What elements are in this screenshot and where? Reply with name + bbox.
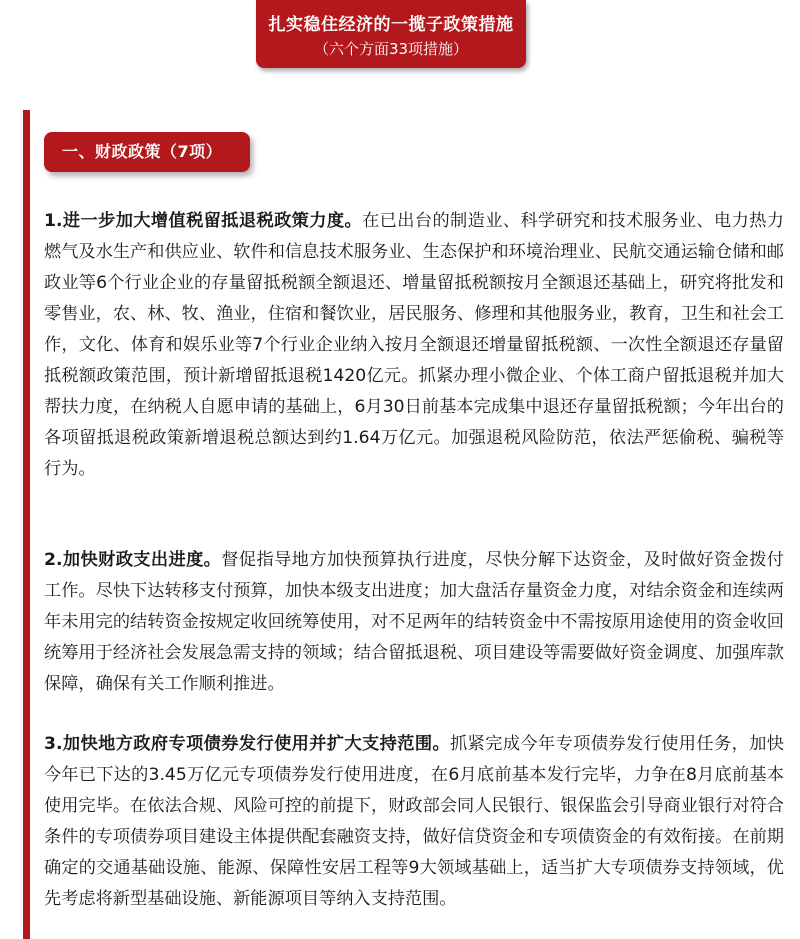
left-accent-bar xyxy=(23,110,30,939)
header-banner xyxy=(256,0,526,68)
policy-item xyxy=(44,729,784,915)
policy-item-title: 2.加快财政支出进度。 xyxy=(44,550,222,570)
policy-item-title: 3.加快地方政府专项债券发行使用并扩大支持范围。 xyxy=(44,734,451,754)
policy-item-body: 督促指导地方加快预算执行进度，尽快分解下达资金，及时做好资金拨付工作。尽快下达转移支付预算，加快本级支出进度；加大盘活存量资金力度，对结余资金和连续两年未用完的结转资金按规定收回统筹使用，对不足两年的结转资金中不需按原用途使用的资金收回统筹用于经济社会发展急需支持的领域；结合留抵退税、项目建设等需要做好资金调度、加强库款保障，确保有关工作顺利推进。 xyxy=(44,550,784,694)
policy-item xyxy=(44,545,784,700)
section-heading: 一、财政政策（7项） xyxy=(44,132,250,172)
page-title: 扎实稳住经济的一揽子政策措施 xyxy=(268,15,514,35)
policy-item-body: 在已出台的制造业、科学研究和技术服务业、电力热力燃气及水生产和供应业、软件和信息技术服务业、生态保护和环境治理业、民航交通运输仓储和邮政业等6个行业企业的存量留抵税额全额退还、增量留抵税额按月全额退还基础上，研究将批发和零售业，农、林、牧、渔业，住宿和餐饮业，居民服务、修理和其他服务业，教育，卫生和社会工作，文化、体育和娱乐业等7个行业企业纳入按月全额退还增量留抵税额、一次性全额退还存量留抵税额政策范围，预计新增留抵退税1420亿元。抓紧办理小微企业、个体工商户留抵退税并加大帮扶力度，在纳税人自愿申请的基础上，6月30日前基本完成集中退还存量留抵税额；今年出台的各项留抵退税政策新增退税总额达到约1.64万亿元。加强退税风险防范，依法严惩偷税、骗税等行为。 xyxy=(44,211,784,479)
policy-item xyxy=(44,206,784,485)
page-subtitle: （六个方面33项措施） xyxy=(313,40,469,58)
policy-item-title: 1.进一步加大增值税留抵退税政策力度。 xyxy=(44,211,363,231)
policy-item-body: 抓紧完成今年专项债券发行使用任务，加快今年已下达的3.45万亿元专项债券发行使用进度，在6月底前基本发行完毕，力争在8月底前基本使用完毕。在依法合规、风险可控的前提下，财政部会同人民银行、银保监会引导商业银行对符合条件的专项债券项目建设主体提供配套融资支持，做好信贷资金和专项债资金的有效衔接。在前期确定的交通基础设施、能源、保障性安居工程等9大领域基础上，适当扩大专项债券支持领域，优先考虑将新型基础设施、新能源项目等纳入支持范围。 xyxy=(44,734,784,909)
